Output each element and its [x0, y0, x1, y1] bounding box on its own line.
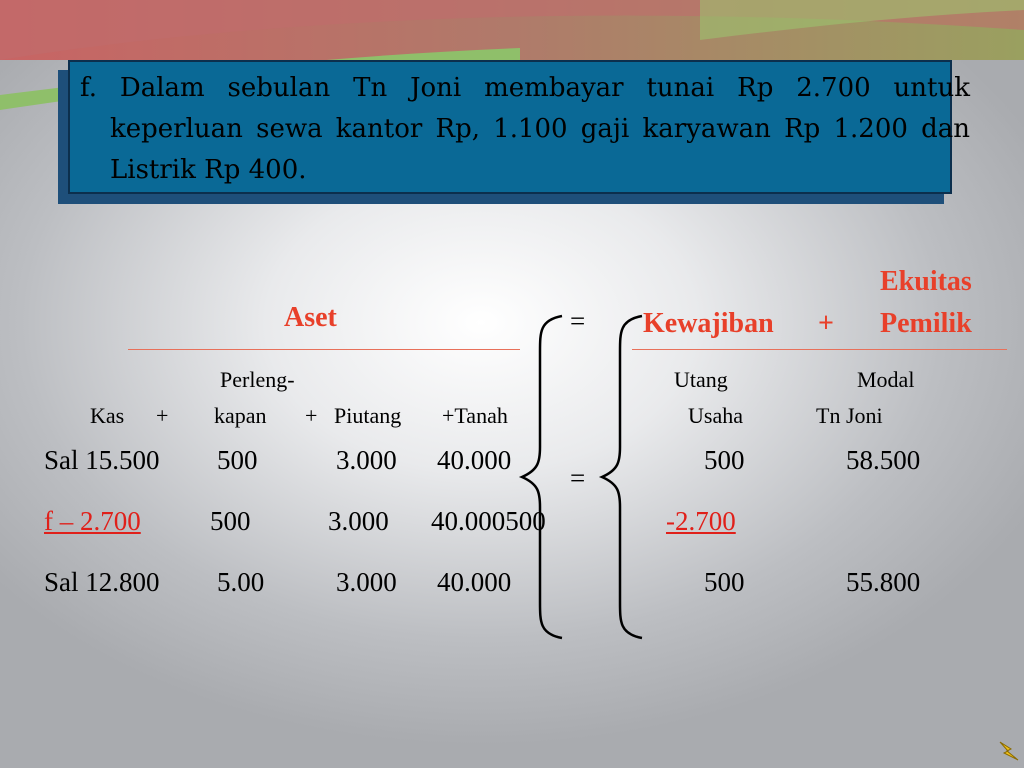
- row1-utang: 500: [704, 445, 745, 475]
- row1-tanah: 40.000: [437, 445, 512, 475]
- ekuitas-heading: Ekuitas: [880, 266, 972, 297]
- equals-sign-top: =: [570, 306, 586, 336]
- equals-sign-middle: =: [570, 463, 586, 493]
- row1-piutang: 3.000: [336, 445, 397, 475]
- tanah-label: +Tanah: [442, 403, 508, 428]
- piutang-label: Piutang: [334, 403, 402, 428]
- row3-utang: 500: [704, 567, 745, 597]
- modal-label: Modal: [857, 367, 915, 392]
- plus-heading: +: [818, 308, 834, 339]
- pemilik-heading: Pemilik: [880, 308, 972, 339]
- row2-label: f – 2.700: [44, 506, 141, 536]
- tn-joni-label: Tn Joni: [816, 403, 883, 428]
- plus-label-1: +: [156, 403, 169, 428]
- row3-piutang: 3.000: [336, 567, 397, 597]
- aset-heading: Aset: [284, 302, 337, 333]
- usaha-label: Usaha: [688, 403, 743, 428]
- kapan-label: kapan: [214, 403, 267, 428]
- row1-label: Sal 15.500: [44, 445, 160, 475]
- plus-label-2: +: [305, 403, 318, 428]
- kewajiban-heading: Kewajiban: [643, 308, 774, 339]
- row3-modal: 55.800: [846, 567, 921, 597]
- row1-modal: 58.500: [846, 445, 921, 475]
- row1-perlengkapan: 500: [217, 445, 258, 475]
- lightning-bolt-icon[interactable]: [998, 740, 1020, 762]
- row3-perlengkapan: 5.00: [217, 567, 265, 597]
- row2-piutang: 3.000: [328, 506, 389, 536]
- problem-text: f. Dalam sebulan Tn Joni membayar tunai Rp 2.700 untuk keperluan sewa kantor Rp, 1.100 gaji karyawan Rp 1.200 dan Listrik Rp 400.: [80, 73, 970, 185]
- row3-tanah: 40.000: [437, 567, 512, 597]
- row2-perlengkapan: 500: [210, 506, 251, 536]
- liabilities-underline: [632, 349, 1007, 350]
- aset-underline: [128, 349, 520, 350]
- perleng-label: Perleng-: [220, 367, 295, 392]
- row3-label: Sal 12.800: [44, 567, 160, 597]
- row2-tanah: 40.000500: [431, 506, 546, 536]
- kas-label: Kas: [90, 403, 125, 428]
- row2-utang: -2.700: [666, 506, 736, 536]
- utang-label: Utang: [674, 367, 728, 392]
